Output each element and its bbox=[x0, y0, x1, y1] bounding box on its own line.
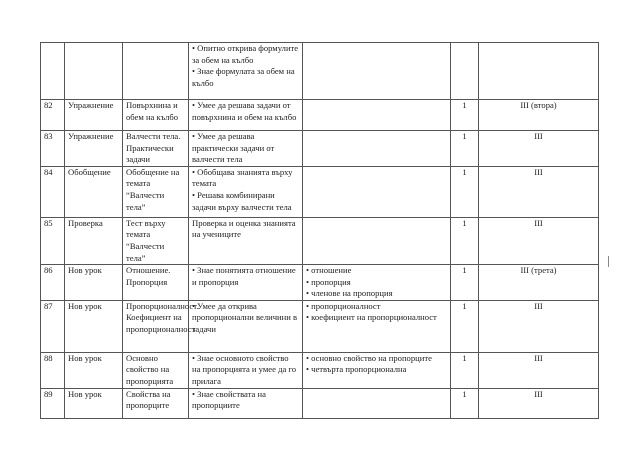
new-concepts-cell bbox=[303, 300, 451, 352]
table-row bbox=[41, 388, 599, 418]
lesson-type-cell: Обобщение bbox=[65, 166, 123, 217]
concept-line: • основно свойство на пропорците bbox=[306, 352, 432, 363]
table-row bbox=[41, 265, 599, 301]
concept-line: • отношение bbox=[306, 265, 352, 275]
lesson-topic-cell: Основно свойство на пропорцията bbox=[123, 352, 189, 388]
lesson-goals-cell bbox=[189, 166, 303, 217]
lesson-number-cell: 85 bbox=[41, 217, 65, 264]
goal-line: • Умее да решава задачи от повърхнина и обем на кълбо bbox=[192, 100, 297, 122]
concept-line: • пропорционалност bbox=[306, 300, 381, 311]
lesson-topic-cell: Пропорционалност. Коефициент на пропорционалност bbox=[123, 300, 189, 352]
hours-cell: 1 bbox=[451, 265, 479, 301]
lesson-topic-cell: Свойства на пропорците bbox=[123, 388, 189, 418]
lesson-topic-cell: Валчести тела. Практически задачи bbox=[123, 131, 189, 167]
goal-line: • Знае свойствата на пропорциите bbox=[192, 388, 266, 411]
text-cursor-mark bbox=[608, 256, 609, 267]
goal-line: • Решава комбинирани задачи върху валчести тела bbox=[192, 189, 292, 212]
table-row bbox=[41, 300, 599, 352]
hours-cell: 1 bbox=[451, 131, 479, 167]
hours-cell bbox=[451, 43, 479, 100]
goal-line: • Знае формулата за обем на кълбо bbox=[192, 66, 295, 88]
week-cell: III (трета) bbox=[479, 265, 599, 301]
goal-line: • Знае основното свойство на пропорцията и умее да го прилага bbox=[192, 352, 297, 386]
table-row bbox=[41, 166, 599, 217]
goal-line: • Обобщава знанията върху темата bbox=[192, 166, 293, 189]
lesson-goals-cell bbox=[189, 43, 303, 100]
week-cell: III bbox=[479, 388, 599, 418]
lesson-number-cell: 87 bbox=[41, 300, 65, 352]
lesson-number-cell: 84 bbox=[41, 166, 65, 217]
lesson-number-cell: 89 bbox=[41, 388, 65, 418]
hours-cell: 1 bbox=[451, 217, 479, 264]
table-row bbox=[41, 43, 599, 100]
lesson-goals-cell bbox=[189, 100, 303, 131]
new-concepts-cell bbox=[303, 265, 451, 301]
concept-line: • пропорция bbox=[306, 276, 351, 287]
lesson-type-cell: Нов урок bbox=[65, 300, 123, 352]
week-cell bbox=[479, 43, 599, 100]
goal-line: • Знае понятията отношение и пропорция bbox=[192, 265, 296, 287]
week-cell: III bbox=[479, 166, 599, 217]
goal-line: • Опитно открива формулите за обем на кълбо bbox=[192, 43, 299, 65]
lesson-type-cell: Нов урок bbox=[65, 388, 123, 418]
new-concepts-cell bbox=[303, 43, 451, 100]
lesson-type-cell: Проверка bbox=[65, 217, 123, 264]
table-row bbox=[41, 131, 599, 167]
new-concepts-cell bbox=[303, 388, 451, 418]
lesson-type-cell: Нов урок bbox=[65, 352, 123, 388]
new-concepts-cell bbox=[303, 352, 451, 388]
lesson-topic-cell: Обобщение на темата “Валчести тела” bbox=[123, 166, 189, 217]
lesson-topic-cell: Повърхнина и обем на кълбо bbox=[123, 100, 189, 131]
lesson-goals-cell bbox=[189, 300, 303, 352]
lesson-type-cell: Нов урок bbox=[65, 265, 123, 301]
new-concepts-cell bbox=[303, 166, 451, 217]
goal-line: • Умее да открива пропорционални величини в задачи bbox=[192, 300, 298, 334]
table-row bbox=[41, 100, 599, 131]
hours-cell: 1 bbox=[451, 300, 479, 352]
lesson-topic-cell bbox=[123, 43, 189, 100]
concept-line: • четвърта пропорционална bbox=[306, 364, 407, 375]
week-cell: III bbox=[479, 352, 599, 388]
lesson-goals-cell bbox=[189, 265, 303, 301]
lesson-goals-cell bbox=[189, 352, 303, 388]
week-cell: III bbox=[479, 300, 599, 352]
lesson-number-cell: 83 bbox=[41, 131, 65, 167]
lesson-type-cell: Упражнение bbox=[65, 131, 123, 167]
goal-line: • Умее да решава практически задачи от валчести тела bbox=[192, 131, 275, 165]
hours-cell: 1 bbox=[451, 388, 479, 418]
concept-line: • членове на пропорция bbox=[306, 288, 393, 299]
week-cell: III bbox=[479, 217, 599, 264]
lesson-number-cell bbox=[41, 43, 65, 100]
hours-cell: 1 bbox=[451, 166, 479, 217]
lesson-type-cell: Упражнение bbox=[65, 100, 123, 131]
week-cell: III bbox=[479, 131, 599, 167]
hours-cell: 1 bbox=[451, 100, 479, 131]
lesson-number-cell: 88 bbox=[41, 352, 65, 388]
hours-cell: 1 bbox=[451, 352, 479, 388]
lesson-goals-cell bbox=[189, 388, 303, 418]
lesson-topic-cell: Тест върху темата “Валчести тела” bbox=[123, 217, 189, 264]
lesson-plan-table-bottom bbox=[40, 264, 599, 419]
lesson-goals-cell bbox=[189, 131, 303, 167]
concept-line: • коефициент на пропорционалност bbox=[306, 312, 437, 323]
goal-line: Проверка и оценка знанията на учениците bbox=[192, 217, 296, 240]
lesson-type-cell bbox=[65, 43, 123, 100]
lesson-number-cell: 82 bbox=[41, 100, 65, 131]
lesson-number-cell: 86 bbox=[41, 265, 65, 301]
table-row bbox=[41, 352, 599, 388]
new-concepts-cell bbox=[303, 100, 451, 131]
week-cell: III (втора) bbox=[479, 100, 599, 131]
new-concepts-cell bbox=[303, 131, 451, 167]
table-row bbox=[41, 217, 599, 264]
lesson-plan-table-top bbox=[40, 42, 599, 265]
lesson-goals-cell bbox=[189, 217, 303, 264]
new-concepts-cell bbox=[303, 217, 451, 264]
lesson-topic-cell: Отношение. Пропорция bbox=[123, 265, 189, 301]
